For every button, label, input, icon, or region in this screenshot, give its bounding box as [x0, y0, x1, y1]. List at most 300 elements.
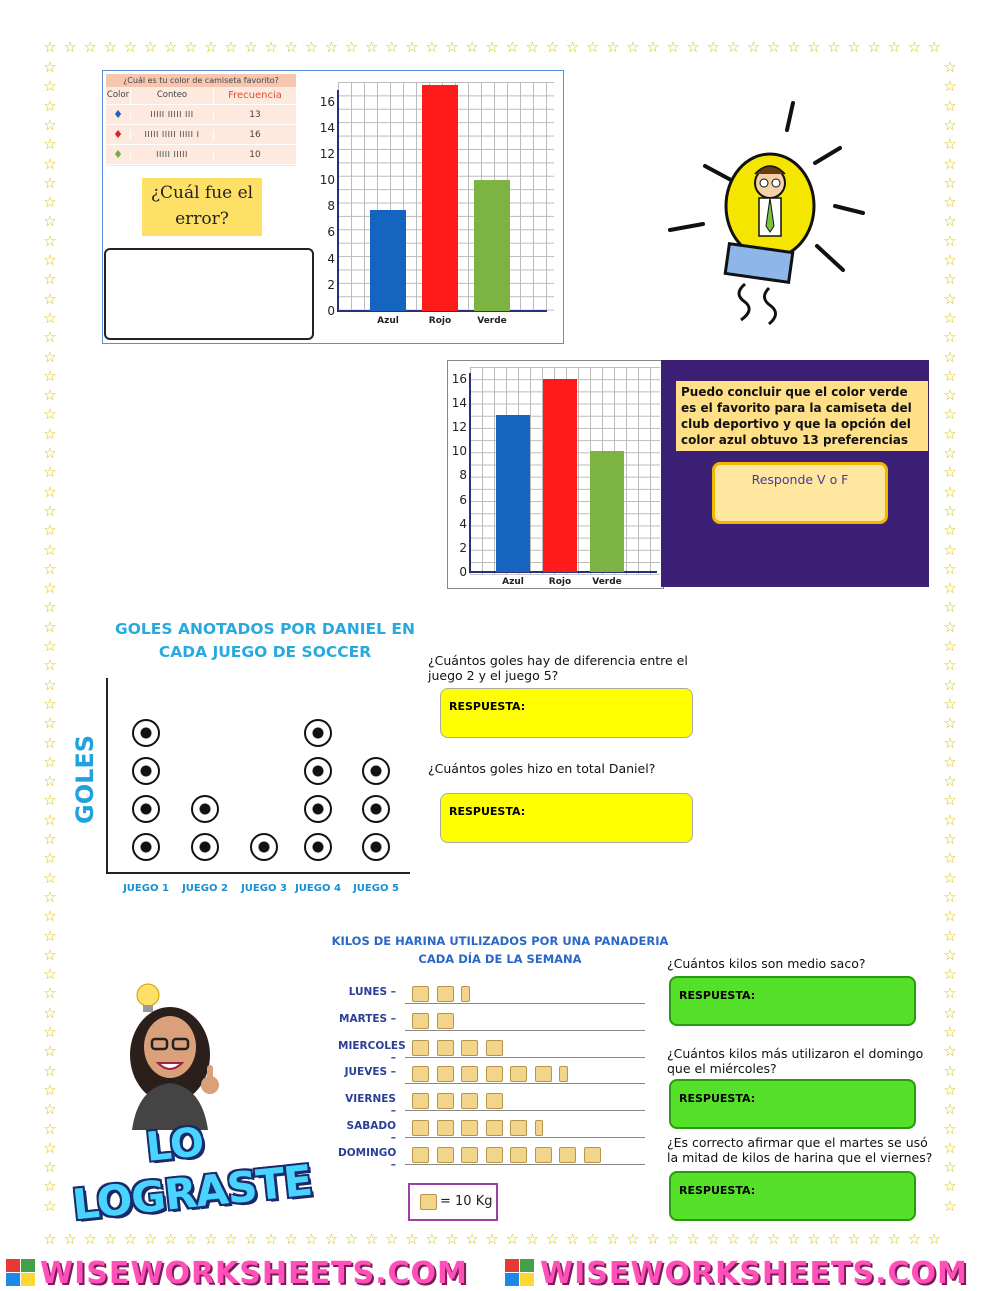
- day-label: LUNES –: [348, 986, 396, 998]
- star-icon: ☆: [847, 38, 861, 56]
- star-icon: ☆: [807, 1230, 821, 1248]
- star-icon: ☆: [83, 1230, 97, 1248]
- star-icon: ☆: [505, 38, 520, 56]
- star-icon: ☆: [384, 38, 399, 56]
- star-icon: ☆: [224, 1230, 238, 1248]
- star-icon: ☆: [887, 1230, 901, 1248]
- star-icon: ☆: [943, 907, 957, 926]
- game-label: JUEGO 5: [353, 883, 399, 894]
- y-tick-label: 0: [327, 304, 335, 318]
- bar-rojo: [422, 85, 458, 311]
- game-label: JUEGO 3: [241, 883, 287, 894]
- survey-row: [106, 125, 296, 145]
- sack-icon: [535, 1147, 552, 1163]
- y-tick-label: 10: [319, 173, 335, 188]
- row-line: [405, 1003, 645, 1004]
- star-icon: ☆: [405, 1230, 419, 1248]
- star-icon: ☆: [525, 38, 540, 56]
- star-icon: ☆: [43, 1158, 57, 1177]
- star-icon: ☆: [565, 38, 580, 56]
- star-icon: ☆: [943, 521, 957, 540]
- star-icon: ☆: [726, 1230, 741, 1248]
- row-line: [405, 1030, 645, 1031]
- y-tick-label: 10: [451, 444, 467, 459]
- chart-1: [316, 72, 560, 338]
- x-tick-label: Rojo: [548, 577, 572, 587]
- star-icon: ☆: [943, 482, 957, 501]
- star-icon: ☆: [43, 540, 57, 559]
- soccer-ball-icon: [304, 719, 332, 747]
- star-icon: ☆: [284, 1230, 298, 1248]
- star-icon: ☆: [163, 1230, 178, 1248]
- survey-title: ¿Cuál es tu color de camiseta favorito?: [106, 74, 296, 87]
- bar-azul: [496, 415, 530, 572]
- star-icon: ☆: [43, 1177, 57, 1196]
- star-icon: ☆: [943, 347, 957, 366]
- bar-azul: [370, 210, 406, 311]
- star-icon: ☆: [43, 849, 57, 868]
- error-question: [142, 178, 262, 236]
- y-tick-label: 4: [459, 516, 467, 531]
- soccer-ball-icon: [132, 833, 160, 861]
- star-icon: ☆: [284, 38, 298, 56]
- chart-2-panel: [447, 360, 664, 589]
- star-icon: ☆: [927, 1230, 942, 1248]
- star-icon: ☆: [324, 38, 339, 56]
- star-icon: ☆: [943, 637, 957, 655]
- badge-line-2: LOGRASTE: [70, 1155, 314, 1230]
- star-icon: ☆: [43, 115, 57, 134]
- star-icon: ☆: [163, 38, 178, 56]
- star-icon: ☆: [943, 1080, 957, 1099]
- star-icon: ☆: [943, 984, 957, 1003]
- star-icon: ☆: [43, 887, 57, 906]
- footer-banner: [0, 1255, 1000, 1291]
- star-icon: ☆: [943, 965, 957, 984]
- day-label: MARTES –: [339, 1012, 396, 1025]
- star-icon: ☆: [204, 1230, 218, 1248]
- star-icon: ☆: [646, 38, 660, 56]
- star-icon: ☆: [43, 926, 57, 945]
- star-icon: ☆: [943, 328, 957, 347]
- flour-question-3: ¿Es correcto afirmar que el martes se usó la mitad de kilos de harina que el viernes?: [667, 1135, 933, 1165]
- footer-brand-1: WISEWORKSHEETS.COM: [40, 1256, 468, 1291]
- star-icon: ☆: [943, 849, 957, 868]
- sack-icon: [437, 986, 454, 1002]
- star-icon: ☆: [927, 38, 942, 56]
- x-tick-label: Verde: [477, 316, 507, 326]
- star-icon: ☆: [943, 1196, 957, 1215]
- sack-icon: [461, 1066, 478, 1082]
- y-tick-label: 6: [327, 225, 335, 240]
- star-icon: ☆: [43, 1080, 57, 1099]
- star-icon: ☆: [943, 598, 957, 617]
- star-icon: ☆: [943, 1177, 957, 1196]
- star-icon: ☆: [123, 38, 138, 56]
- star-icon: ☆: [943, 945, 957, 964]
- star-icon: ☆: [943, 1003, 957, 1022]
- star-icon: ☆: [943, 1061, 957, 1080]
- star-icon: ☆: [43, 637, 57, 655]
- star-icon: ☆: [545, 1230, 560, 1248]
- star-icon: ☆: [43, 1042, 57, 1061]
- tally-cell: IIIII IIIII III: [130, 110, 213, 119]
- star-icon: ☆: [943, 308, 957, 327]
- star-icon: ☆: [706, 38, 721, 56]
- sack-icon: [510, 1066, 527, 1082]
- tally-cell: IIIII IIIII: [130, 150, 213, 159]
- half-sack-icon: [535, 1120, 544, 1136]
- sack-icon: [559, 1147, 576, 1163]
- sack-icon: [535, 1066, 552, 1082]
- star-icon: ☆: [943, 424, 957, 443]
- soccer-x-axis: [106, 872, 410, 874]
- soccer-y-axis: [106, 678, 108, 874]
- star-icon: ☆: [686, 38, 700, 56]
- x-tick-label: Rojo: [428, 316, 452, 326]
- star-icon: ☆: [943, 154, 957, 173]
- star-icon: ☆: [103, 38, 118, 56]
- sack-icon: [461, 1040, 478, 1056]
- star-icon: ☆: [626, 1230, 640, 1248]
- star-icon: ☆: [43, 289, 57, 308]
- star-icon: ☆: [43, 463, 57, 482]
- star-icon: ☆: [43, 347, 57, 366]
- star-icon: ☆: [786, 1230, 801, 1248]
- star-icon: ☆: [943, 926, 957, 945]
- sack-icon: [412, 1040, 429, 1056]
- flour-question-2: ¿Cuántos kilos más utilizaron el domingo que el miércoles?: [667, 1046, 924, 1076]
- star-icon: ☆: [646, 1230, 660, 1248]
- star-icon: ☆: [465, 38, 479, 56]
- star-icon: ☆: [943, 115, 957, 134]
- y-tick-label: 6: [459, 492, 467, 507]
- soccer-ball-icon: [304, 757, 332, 785]
- star-icon: ☆: [525, 1230, 540, 1248]
- star-icon: ☆: [43, 965, 57, 984]
- star-icon: ☆: [364, 1230, 379, 1248]
- star-icon: ☆: [364, 38, 379, 56]
- answer-label: RESPUESTA:: [679, 989, 756, 1002]
- star-icon: ☆: [103, 1230, 118, 1248]
- sack-icon: [412, 986, 429, 1002]
- star-icon: ☆: [746, 38, 761, 56]
- star-icon: ☆: [485, 38, 499, 56]
- soccer-ball-icon: [304, 795, 332, 823]
- row-line: [405, 1164, 645, 1165]
- star-icon: ☆: [943, 366, 957, 385]
- star-icon: ☆: [943, 212, 957, 231]
- flour-title: [330, 932, 670, 968]
- soccer-question-1: ¿Cuántos goles hay de diferencia entre el juego 2 y el juego 5?: [428, 653, 688, 683]
- sack-icon: [437, 1040, 454, 1056]
- star-icon: ☆: [706, 1230, 721, 1248]
- star-icon: ☆: [384, 1230, 399, 1248]
- shirt-icon: ♦: [113, 148, 123, 161]
- star-icon: ☆: [943, 1042, 957, 1061]
- star-icon: ☆: [43, 501, 57, 520]
- vf-statement-text: Puedo concluir que el color verde es el favorito para la camiseta del club deportivo y que la opción del color azul obtuvo 13 preferencias: [681, 385, 912, 447]
- star-icon: ☆: [43, 675, 57, 694]
- vf-statement: [676, 381, 928, 451]
- answer-label: RESPUESTA:: [679, 1184, 756, 1197]
- sack-icon: [412, 1093, 429, 1109]
- col-color: Color: [106, 90, 130, 100]
- star-icon: ☆: [943, 733, 957, 752]
- flour-title-1: KILOS DE HARINA UTILIZADOS POR UNA PANADERIA: [331, 934, 669, 948]
- soccer-ball-icon: [362, 757, 390, 785]
- star-icon: ☆: [943, 772, 957, 791]
- star-icon: ☆: [666, 1230, 680, 1248]
- star-icon: ☆: [43, 366, 57, 385]
- star-icon: ☆: [943, 193, 957, 212]
- star-icon: ☆: [43, 733, 57, 752]
- star-icon: ☆: [943, 463, 957, 482]
- tally-cell: IIIII IIIII IIIII I: [130, 130, 213, 139]
- x-tick-label: Verde: [592, 577, 622, 587]
- freq-cell: 16: [213, 130, 296, 140]
- survey-row: [106, 105, 296, 125]
- half-sack-icon: [559, 1066, 568, 1082]
- star-icon: ☆: [726, 38, 741, 56]
- y-tick-label: 2: [459, 540, 467, 555]
- vf-button[interactable]: [712, 462, 888, 524]
- star-icon: ☆: [43, 791, 57, 810]
- soccer-answer-1[interactable]: [440, 688, 693, 738]
- y-tick-label: 2: [327, 277, 335, 292]
- star-icon: ☆: [43, 270, 57, 289]
- sack-icon: [486, 1120, 503, 1136]
- star-icon: ☆: [943, 270, 957, 289]
- star-icon: ☆: [943, 1119, 957, 1138]
- y-tick-label: 8: [459, 468, 467, 483]
- star-icon: ☆: [63, 38, 77, 56]
- star-icon: ☆: [43, 656, 57, 675]
- star-icon: ☆: [344, 38, 359, 56]
- star-icon: ☆: [43, 135, 57, 154]
- sack-icon: [412, 1013, 429, 1029]
- star-icon: ☆: [43, 1100, 57, 1119]
- sack-icon: [412, 1147, 429, 1163]
- star-icon: ☆: [244, 38, 258, 56]
- star-icon: ☆: [43, 77, 57, 96]
- star-icon: ☆: [827, 38, 841, 56]
- bar-verde: [474, 180, 510, 311]
- soccer-ball-icon: [362, 795, 390, 823]
- soccer-title-1: GOLES ANOTADOS POR DANIEL EN: [115, 620, 415, 638]
- star-icon: ☆: [485, 1230, 499, 1248]
- freq-cell: 13: [213, 110, 296, 120]
- star-icon: ☆: [43, 96, 57, 115]
- sack-icon: [437, 1066, 454, 1082]
- vf-button-label: Responde V o F: [751, 472, 849, 487]
- star-icon: ☆: [943, 617, 957, 636]
- flour-legend-text: = 10 Kg: [440, 1194, 493, 1209]
- flour-legend: [408, 1183, 498, 1221]
- avatar: [118, 975, 228, 1130]
- star-icon: ☆: [943, 810, 957, 829]
- soccer-ball-icon: [362, 833, 390, 861]
- star-icon: ☆: [324, 1230, 339, 1248]
- star-icon: ☆: [43, 1023, 57, 1041]
- x-tick-label: Azul: [502, 577, 524, 587]
- soccer-ball-icon: [132, 757, 160, 785]
- star-icon: ☆: [847, 1230, 861, 1248]
- star-icon: ☆: [545, 38, 560, 56]
- star-icon: ☆: [626, 38, 640, 56]
- star-icon: ☆: [43, 482, 57, 501]
- star-icon: ☆: [43, 1230, 57, 1248]
- star-icon: ☆: [606, 38, 620, 56]
- star-icon: ☆: [43, 714, 57, 733]
- star-icon: ☆: [304, 38, 319, 56]
- star-icon: ☆: [907, 1230, 922, 1248]
- soccer-ball-icon: [132, 719, 160, 747]
- row-line: [405, 1137, 645, 1138]
- star-icon: ☆: [686, 1230, 700, 1248]
- answer-box-error[interactable]: [104, 248, 314, 340]
- flour-answer-1[interactable]: [669, 976, 916, 1026]
- bar-rojo: [543, 379, 577, 572]
- star-icon: ☆: [43, 579, 57, 598]
- sack-icon: [510, 1120, 527, 1136]
- achievement-badge: [66, 1118, 314, 1230]
- flour-answer-3[interactable]: [669, 1171, 916, 1221]
- star-icon: ☆: [425, 1230, 439, 1248]
- star-icon: ☆: [425, 38, 439, 56]
- sack-icon: [486, 1066, 503, 1082]
- star-icon: ☆: [43, 328, 57, 347]
- answer-label: RESPUESTA:: [679, 1092, 756, 1105]
- survey-row: [106, 145, 296, 165]
- star-icon: ☆: [264, 38, 278, 56]
- y-tick-label: 16: [319, 94, 335, 109]
- star-icon: ☆: [43, 559, 57, 578]
- star-icon: ☆: [943, 830, 957, 848]
- sack-icon: [437, 1147, 454, 1163]
- star-icon: ☆: [43, 193, 57, 212]
- star-icon: ☆: [943, 579, 957, 598]
- star-icon: ☆: [943, 887, 957, 906]
- star-icon: ☆: [943, 386, 957, 405]
- star-icon: ☆: [867, 38, 881, 56]
- sack-icon: [412, 1066, 429, 1082]
- star-icon: ☆: [43, 154, 57, 173]
- star-icon: ☆: [43, 38, 57, 56]
- star-icon: ☆: [943, 1158, 957, 1177]
- star-icon: ☆: [43, 984, 57, 1003]
- sack-icon: [486, 1093, 503, 1109]
- star-icon: ☆: [43, 444, 57, 462]
- day-label: SABADO –: [346, 1120, 396, 1144]
- star-icon: ☆: [465, 1230, 479, 1248]
- star-icon: ☆: [43, 1119, 57, 1138]
- sack-icon: [437, 1013, 454, 1029]
- star-icon: ☆: [123, 1230, 138, 1248]
- y-tick-label: 12: [451, 420, 467, 434]
- star-icon: ☆: [827, 1230, 841, 1248]
- star-icon: ☆: [43, 308, 57, 327]
- game-label: JUEGO 2: [182, 883, 228, 894]
- sack-icon: [486, 1147, 503, 1163]
- star-icon: ☆: [585, 38, 600, 56]
- soccer-question-2: ¿Cuántos goles hizo en total Daniel?: [428, 761, 656, 776]
- soccer-answer-2[interactable]: [440, 793, 693, 843]
- soccer-ylabel-text: GOLES: [71, 734, 99, 824]
- soccer-ball-icon: [304, 833, 332, 861]
- star-icon: ☆: [43, 1003, 57, 1022]
- soccer-ball-icon: [132, 795, 160, 823]
- lightbulb-icon: [137, 984, 159, 1012]
- soccer-ylabel: [71, 734, 99, 824]
- star-icon: ☆: [943, 96, 957, 115]
- lightbulb-illustration: [665, 98, 875, 338]
- star-icon: ☆: [943, 173, 957, 192]
- star-icon: ☆: [43, 868, 57, 887]
- sack-icon: [420, 1194, 437, 1210]
- soccer-title-2: CADA JUEGO DE SOCCER: [158, 643, 372, 661]
- day-label: DOMINGO –: [338, 1146, 397, 1171]
- star-icon: ☆: [43, 405, 57, 424]
- star-icon: ☆: [43, 772, 57, 791]
- col-tally: Conteo: [130, 87, 213, 104]
- star-icon: ☆: [807, 38, 821, 56]
- star-icon: ☆: [43, 752, 57, 771]
- star-icon: ☆: [943, 675, 957, 694]
- star-icon: ☆: [43, 212, 57, 231]
- star-icon: ☆: [907, 38, 922, 56]
- star-icon: ☆: [43, 58, 57, 76]
- error-question-text: ¿Cuál fue el error?: [150, 183, 254, 229]
- y-tick-label: 12: [319, 146, 335, 161]
- star-icon: ☆: [943, 501, 957, 520]
- badge-line-1: LO: [143, 1119, 207, 1171]
- sack-icon: [437, 1120, 454, 1136]
- star-icon: ☆: [943, 1100, 957, 1119]
- star-icon: ☆: [43, 810, 57, 829]
- star-icon: ☆: [43, 830, 57, 848]
- star-icon: ☆: [43, 617, 57, 636]
- footer-brand-2: WISEWORKSHEETS.COM: [540, 1256, 968, 1291]
- star-icon: ☆: [143, 1230, 158, 1248]
- footer-logo-2: [505, 1259, 535, 1287]
- star-icon: ☆: [585, 1230, 600, 1248]
- star-icon: ☆: [786, 38, 801, 56]
- star-icon: ☆: [445, 38, 459, 56]
- day-label: MIERCOLES –: [338, 1039, 406, 1064]
- star-icon: ☆: [943, 135, 957, 154]
- star-icon: ☆: [264, 1230, 278, 1248]
- star-icon: ☆: [943, 656, 957, 675]
- star-icon: ☆: [405, 38, 419, 56]
- star-icon: ☆: [943, 251, 957, 269]
- star-icon: ☆: [43, 907, 57, 926]
- chart-2-y-axis: [469, 373, 471, 573]
- star-icon: ☆: [244, 1230, 258, 1248]
- star-icon: ☆: [43, 1196, 57, 1215]
- flour-answer-2[interactable]: [669, 1079, 916, 1129]
- star-icon: ☆: [943, 289, 957, 308]
- bar-verde: [590, 451, 624, 572]
- shirt-icon: ♦: [113, 128, 123, 141]
- soccer-ball-icon: [191, 795, 219, 823]
- row-line: [405, 1057, 645, 1058]
- freq-cell: 10: [213, 150, 296, 160]
- star-icon: ☆: [666, 38, 680, 56]
- shirt-icon: ♦: [113, 108, 123, 121]
- star-icon: ☆: [445, 1230, 459, 1248]
- answer-label: RESPUESTA:: [449, 805, 526, 818]
